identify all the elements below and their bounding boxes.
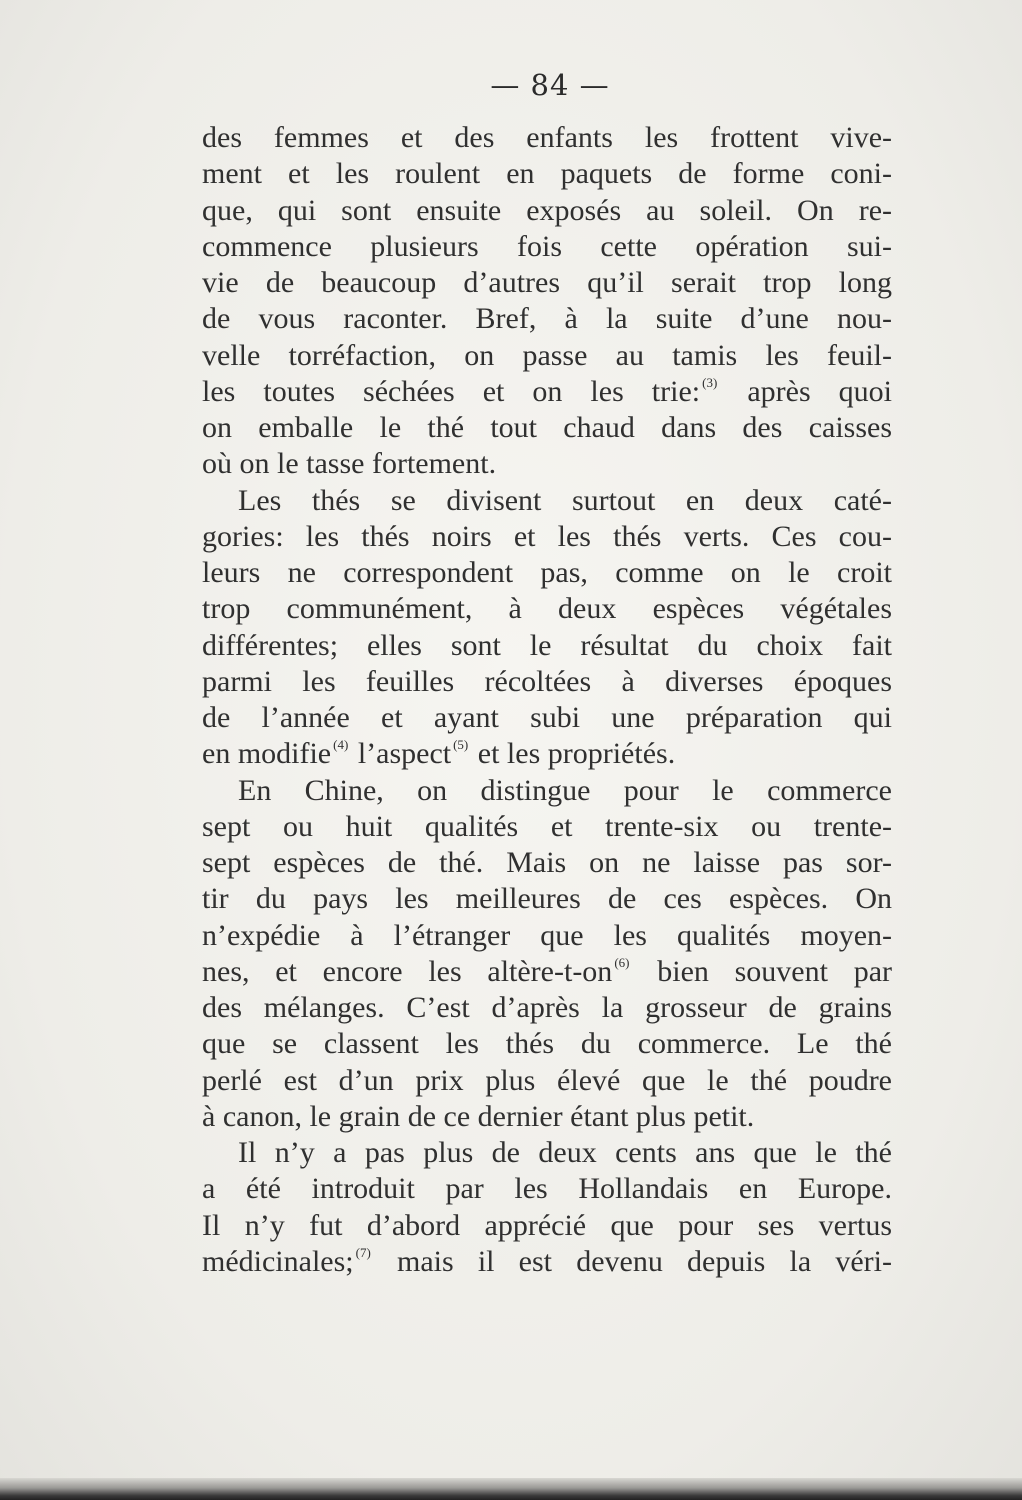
footnote-ref: (3) [702, 374, 718, 390]
text-line: les toutes séchées et on les trie: $^{(3)}$ après quoi [202, 374, 892, 408]
text-line: ment et les roulent en paquets de forme coni- [202, 157, 892, 191]
text-line: velle torréfaction, on passe au tamis les feuil- [202, 338, 892, 372]
text-line: Les thés se divisent surtout en deux caté- [238, 483, 892, 517]
text-line: parmi les feuilles récoltées à diverses époques [202, 664, 892, 698]
text-line: sept espèces de thé. Mais on ne laisse pas sor- [202, 846, 892, 879]
text-line: que se classent les thés du commerce. Le thé [202, 1027, 892, 1061]
text-line: tir du pays les meilleures de ces espèces. On [202, 882, 892, 916]
text-line: différentes; elles sont le résultat du choix fait [202, 628, 892, 662]
text-line: à canon, le grain de ce dernier étant plus petit. [202, 1099, 755, 1133]
text-line: nes, et encore les altère-t-on $^{(6)}$ bien souvent par [202, 954, 893, 988]
footnote-ref: (6) [614, 954, 630, 970]
page-number: — 84 — [490, 68, 610, 102]
text-line: a été introduit par les Hollandais en Europe. [202, 1172, 892, 1206]
text-line: trop communément, à deux espèces végétales [202, 592, 892, 626]
text-line: où on le tasse fortement. [202, 447, 497, 481]
text-line: des mélanges. C’est d’après la grosseur de grains [202, 991, 892, 1024]
text-line: commence plusieurs fois cette opération sui- [202, 229, 892, 263]
text-line: sept ou huit qualités et trente-six ou trente- [202, 809, 892, 843]
text-line: Il n’y fut d’abord apprécié que pour ses vertus [202, 1208, 892, 1242]
text-line: Il n’y a pas plus de deux cents ans que le thé [238, 1136, 892, 1169]
text-line: médicinales; $^{(7)}$ mais il est devenu depuis la véri- [202, 1244, 892, 1278]
text-line: en modifie $^{(4)}$ l’aspect $^{(5)}$ et les propriétés. [202, 737, 676, 771]
footnote-ref: (5) [453, 737, 469, 753]
body-text [202, 120, 892, 1280]
page-bottom-edge-shadow [0, 1478, 1022, 1500]
text-line: vie de beaucoup d’autres qu’il serait trop long [202, 266, 892, 299]
text-line: leurs ne correspondent pas, comme on le croit [202, 556, 892, 589]
text-line: que, qui sont ensuite exposés au soleil. On re- [202, 193, 892, 227]
text-line: de vous raconter. Bref, à la suite d’une nou- [202, 302, 892, 336]
footnote-ref: (7) [355, 1244, 371, 1260]
footnote-ref: (4) [333, 737, 349, 753]
text-line: n’expédie à l’étranger que les qualités moyen- [202, 918, 892, 952]
text-line: gories: les thés noirs et les thés verts. Ces cou- [202, 519, 892, 553]
text-line: En Chine, on distingue pour le commerce [238, 773, 892, 807]
text-line: perlé est d’un prix plus élevé que le thé poudre [202, 1063, 892, 1097]
text-line: de l’année et ayant subi une préparation qui [202, 701, 892, 734]
text-line: des femmes et des enfants les frottent vive- [202, 121, 892, 154]
text-line: on emballe le thé tout chaud dans des caisses [202, 411, 892, 444]
